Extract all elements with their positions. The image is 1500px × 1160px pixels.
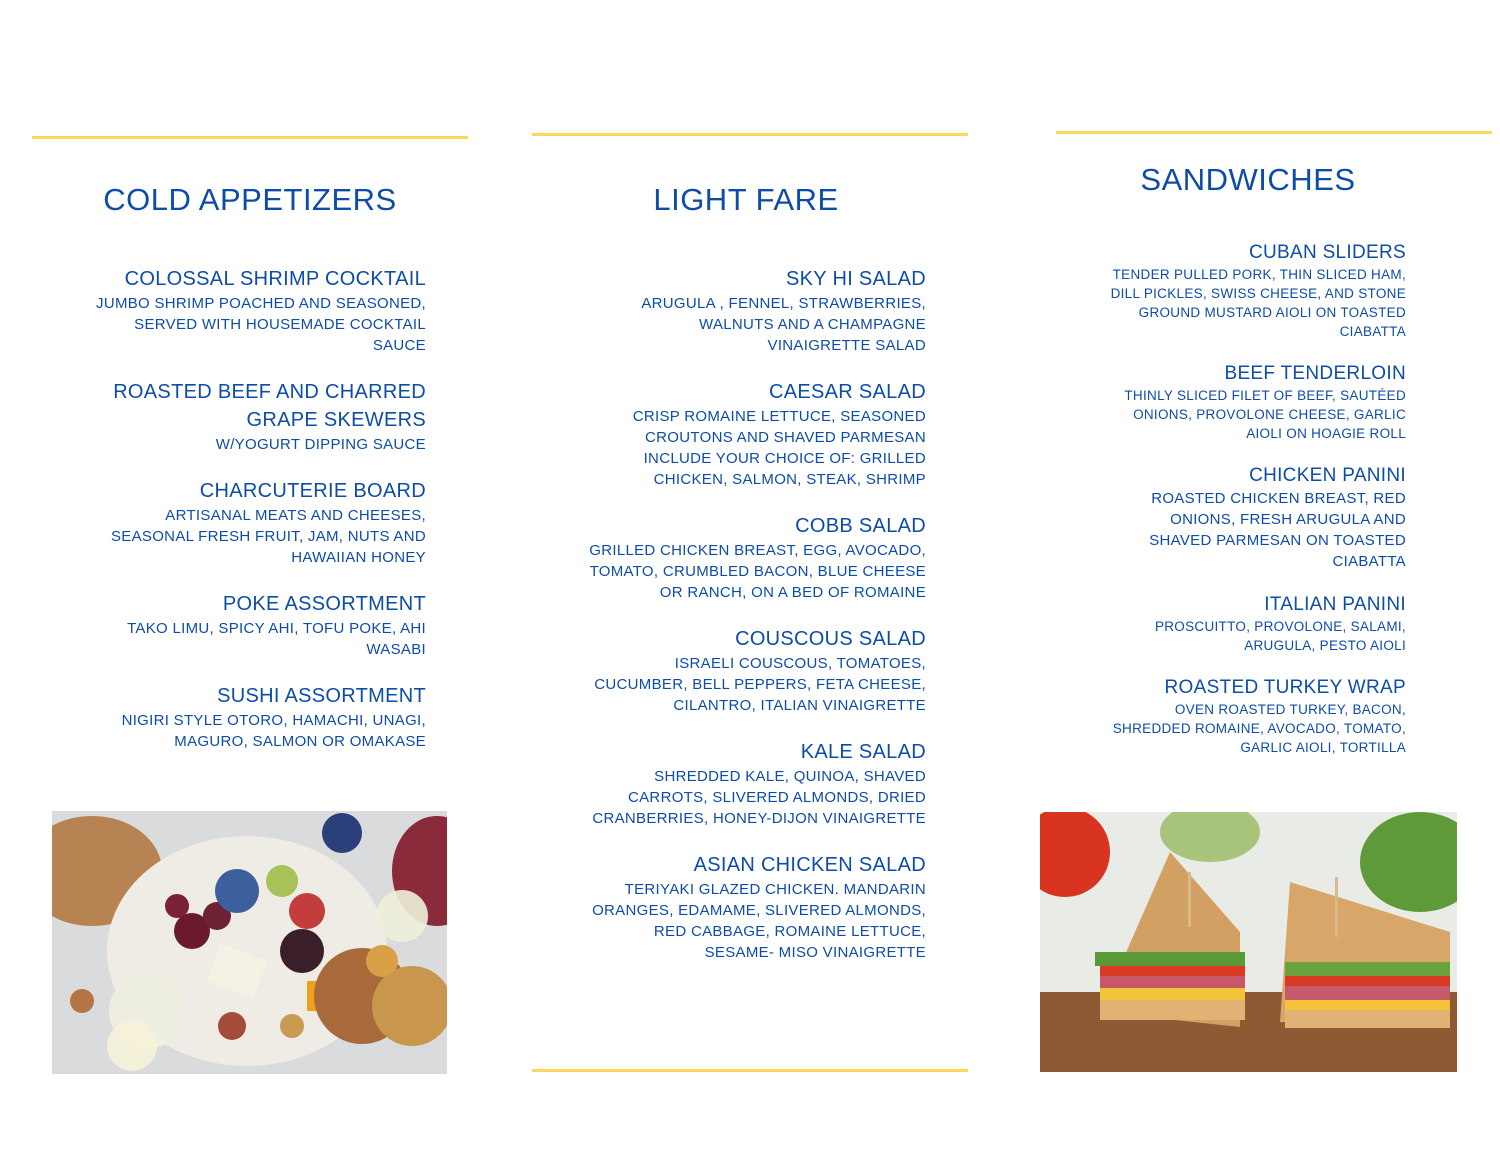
menu-item xyxy=(540,851,926,963)
divider-rule-col2-top xyxy=(532,133,968,136)
item-description-line: ARUGULA , FENNEL, STRAWBERRIES, xyxy=(641,295,926,312)
item-description-line: TOMATO, CRUMBLED BACON, BLUE CHEESE xyxy=(589,563,926,580)
divider-rule-col1-top xyxy=(32,136,468,139)
item-description xyxy=(40,505,426,568)
item-description-line: NIGIRI STYLE OTORO, HAMACHI, UNAGI, xyxy=(121,712,426,729)
item-description-line: ARTISANAL MEATS AND CHEESES, xyxy=(165,507,426,524)
item-description-line: DILL PICKLES, SWISS CHEESE, AND STONE xyxy=(1110,286,1406,301)
item-description-line: OR RANCH, ON A BED OF ROMAINE xyxy=(659,584,926,601)
item-description-line: CRANBERRIES, HONEY-DIJON VINAIGRETTE xyxy=(592,810,926,827)
item-description-line: INCLUDE YOUR CHOICE OF: GRILLED xyxy=(643,450,926,467)
item-description-line: WALNUTS AND A CHAMPAGNE xyxy=(699,316,926,333)
item-description-line: WASABI xyxy=(366,641,426,658)
menu-item-list xyxy=(540,265,926,963)
item-description-line: GRILLED CHICKEN BREAST, EGG, AVOCADO, xyxy=(589,542,926,559)
item-name: CUBAN SLIDERS xyxy=(1249,242,1406,263)
item-description-line: AIOLI ON HOAGIE ROLL xyxy=(1246,426,1406,441)
item-description-line: SHREDDED KALE, QUINOA, SHAVED xyxy=(654,768,926,785)
menu-item-list xyxy=(1060,241,1406,757)
menu-item xyxy=(40,265,426,356)
item-description-line: GARLIC AIOLI, TORTILLA xyxy=(1240,740,1406,755)
item-description xyxy=(540,879,926,963)
item-name: CHARCUTERIE BOARD xyxy=(199,480,426,502)
item-description xyxy=(40,710,426,752)
item-description xyxy=(1060,617,1406,655)
item-description-line: ARUGULA, PESTO AIOLI xyxy=(1244,638,1406,653)
menu-item-list xyxy=(40,265,426,752)
menu-item xyxy=(1060,241,1406,341)
item-name: COLOSSAL SHRIMP COCKTAIL xyxy=(124,268,426,290)
item-description-line: SHAVED PARMESAN ON TOASTED xyxy=(1149,532,1406,549)
item-description-line: ISRAELI COUSCOUS, TOMATOES, xyxy=(674,655,926,672)
item-description xyxy=(1060,488,1406,572)
item-description xyxy=(1060,386,1406,443)
menu-item xyxy=(40,682,426,752)
section-title: SANDWICHES xyxy=(1140,162,1356,197)
item-name: ASIAN CHICKEN SALAD xyxy=(693,854,926,876)
item-name: COUSCOUS SALAD xyxy=(735,628,926,650)
item-description-line: CHICKEN, SALMON, STEAK, SHRIMP xyxy=(653,471,926,488)
item-description-line: JUMBO SHRIMP POACHED AND SEASONED, xyxy=(96,295,426,312)
item-description-line: CROUTONS AND SHAVED PARMESAN xyxy=(645,429,926,446)
item-description-line: CARROTS, SLIVERED ALMONDS, DRIED xyxy=(628,789,926,806)
item-description-line: CRISP ROMAINE LETTUCE, SEASONED xyxy=(632,408,926,425)
item-description-line: ONIONS, FRESH ARUGULA AND xyxy=(1170,511,1406,528)
item-description-line: W/YOGURT DIPPING SAUCE xyxy=(215,436,426,453)
menu-item xyxy=(540,378,926,490)
item-description xyxy=(540,653,926,716)
item-description-line: SEASONAL FRESH FRUIT, JAM, NUTS AND xyxy=(111,528,426,545)
menu-item xyxy=(40,477,426,568)
menu-item xyxy=(540,512,926,603)
club-sandwich-photo xyxy=(1040,812,1457,1072)
menu-item xyxy=(40,378,426,455)
section-title: LIGHT FARE xyxy=(653,182,839,217)
menu-item xyxy=(1060,362,1406,443)
item-description-line: TERIYAKI GLAZED CHICKEN. MANDARIN xyxy=(624,881,926,898)
menu-item xyxy=(1060,593,1406,655)
item-description-line: SESAME- MISO VINAIGRETTE xyxy=(704,944,926,961)
item-name: ROASTED TURKEY WRAP xyxy=(1164,677,1406,698)
item-description-line: ROASTED CHICKEN BREAST, RED xyxy=(1151,490,1406,507)
item-name-line: ROASTED BEEF AND CHARRED xyxy=(113,381,426,403)
item-description xyxy=(1060,700,1406,757)
item-description xyxy=(40,293,426,356)
charcuterie-board-photo xyxy=(52,811,447,1074)
menu-item xyxy=(540,738,926,829)
item-description xyxy=(40,618,426,660)
item-description-line: TENDER PULLED PORK, THIN SLICED HAM, xyxy=(1112,267,1406,282)
item-description-line: SHREDDED ROMAINE, AVOCADO, TOMATO, xyxy=(1112,721,1406,736)
item-name: COBB SALAD xyxy=(795,515,926,537)
item-description-line: THINLY SLICED FILET OF BEEF, SAUTÉED xyxy=(1124,388,1406,403)
section-title: COLD APPETIZERS xyxy=(103,182,397,217)
item-name: CHICKEN PANINI xyxy=(1249,465,1406,486)
item-description xyxy=(540,293,926,356)
item-description-line: HAWAIIAN HONEY xyxy=(291,549,426,566)
menu-item xyxy=(540,625,926,716)
item-description-line: MAGURO, SALMON OR OMAKASE xyxy=(174,733,426,750)
item-description xyxy=(540,540,926,603)
item-description-line: CUCUMBER, BELL PEPPERS, FETA CHEESE, xyxy=(594,676,926,693)
item-name: ITALIAN PANINI xyxy=(1264,594,1406,615)
item-description xyxy=(40,434,426,455)
item-description-line: CIABATTA xyxy=(1332,553,1406,570)
item-description-line: TAKO LIMU, SPICY AHI, TOFU POKE, AHI xyxy=(127,620,426,637)
item-description-line: PROSCUITTO, PROVOLONE, SALAMI, xyxy=(1154,619,1406,634)
item-description-line: GROUND MUSTARD AIOLI ON TOASTED xyxy=(1138,305,1406,320)
item-description-line: SAUCE xyxy=(372,337,426,354)
menu-item xyxy=(40,590,426,660)
divider-rule-col2-bottom xyxy=(532,1069,968,1072)
item-name: SKY HI SALAD xyxy=(786,268,926,290)
item-description-line: CIABATTA xyxy=(1339,324,1406,339)
item-description xyxy=(540,406,926,490)
item-description-line: VINAIGRETTE SALAD xyxy=(767,337,926,354)
item-name: POKE ASSORTMENT xyxy=(222,593,426,615)
item-description xyxy=(540,766,926,829)
item-name: CAESAR SALAD xyxy=(769,381,926,403)
menu-item xyxy=(1060,464,1406,572)
item-description-line: SERVED WITH HOUSEMADE COCKTAIL xyxy=(134,316,426,333)
item-description-line: OVEN ROASTED TURKEY, BACON, xyxy=(1174,702,1406,717)
item-name: BEEF TENDERLOIN xyxy=(1224,363,1406,384)
menu-item xyxy=(540,265,926,356)
item-description-line: RED CABBAGE, ROMAINE LETTUCE, xyxy=(653,923,926,940)
divider-rule-col3-top xyxy=(1056,131,1492,134)
item-description-line: ONIONS, PROVOLONE CHEESE, GARLIC xyxy=(1133,407,1406,422)
item-name: KALE SALAD xyxy=(800,741,926,763)
item-description-line: ORANGES, EDAMAME, SLIVERED ALMONDS, xyxy=(592,902,926,919)
item-name-line: GRAPE SKEWERS xyxy=(246,409,426,431)
item-name: SUSHI ASSORTMENT xyxy=(217,685,426,707)
menu-item xyxy=(1060,676,1406,757)
item-description xyxy=(1060,265,1406,341)
item-name xyxy=(40,378,426,434)
item-description-line: CILANTRO, ITALIAN VINAIGRETTE xyxy=(673,697,926,714)
